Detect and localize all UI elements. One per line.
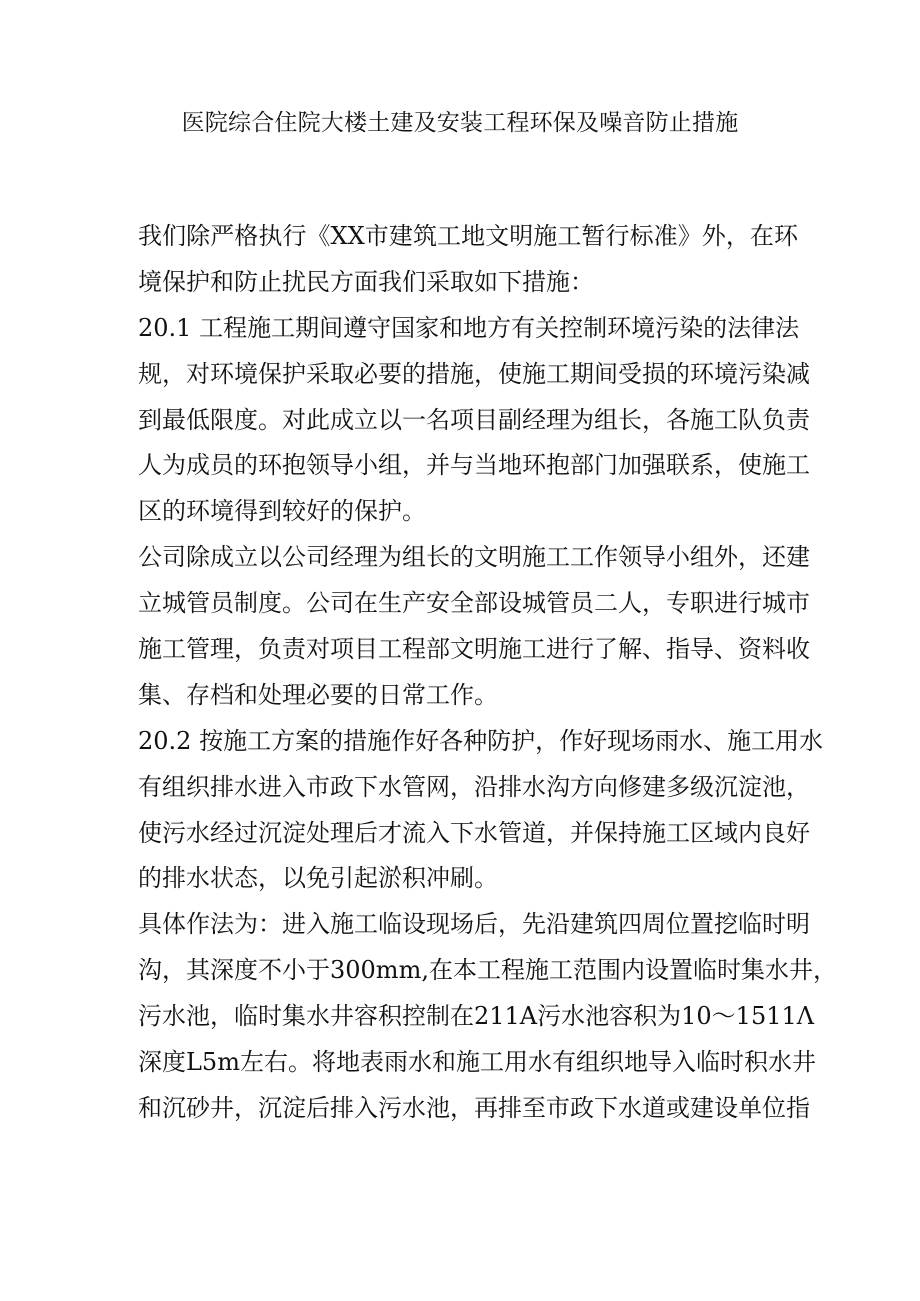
body-line: 污水池，临时集水井容积控制在211A污水池容积为10～1511Λ [138,1002,815,1031]
body-line: 规，对环境保护采取必要的措施，使施工期间受损的环境污染减 [138,359,810,388]
body-line: 公司除成立以公司经理为组长的文明施工工作领导小组外，还建 [138,543,810,572]
body-line: 集、存档和处理必要的日常工作。 [138,680,498,709]
body-line: 到最低限度。对此成立以一名项目副经理为组长，各施工队负责 [138,405,810,434]
body-line: 施工管理，负责对项目工程部文明施工进行了解、指导、资料收 [138,635,810,664]
body-line: 境保护和防止扰民方面我们采取如下措施： [138,267,594,296]
body-line: 立城管员制度。公司在生产安全部设城管员二人，专职进行城市 [138,589,810,618]
body-line: 20.1 工程施工期间遵守国家和地方有关控制环境污染的法律法 [138,313,800,342]
body-line: 沟，其深度不小于300mm,在本工程施工范围内设置临时集水井， [138,956,837,985]
document-body [138,214,837,1132]
body-line: 的排水状态，以免引起淤积冲刷。 [138,864,498,893]
body-line: 20.2 按施工方案的措施作好各种防护，作好现场雨水、施工用水 [138,726,824,755]
body-line: 人为成员的环抱领导小组，并与当地环抱部门加强联系，使施工 [138,451,810,480]
body-line: 区的环境得到较好的保护。 [138,497,426,526]
body-line: 使污水经过沉淀处理后才流入下水管道，并保持施工区域内良好 [138,818,810,847]
body-line: 深度L5m左右。将地表雨水和施工用水有组织地导入临时积水井 [138,1048,816,1077]
document-title: 医院综合住院大楼土建及安装工程环保及噪音防止措施 [181,110,739,136]
body-line: 有组织排水进入市政下水管网，沿排水沟方向修建多级沉淀池， [138,772,810,801]
body-line: 和沉砂井，沉淀后排入污水池，再排至市政下水道或建设单位指 [138,1093,810,1122]
body-line: 具体作法为：进入施工临设现场后，先沿建筑四周位置挖临时明 [138,910,810,939]
body-line: 我们除严格执行《XX市建筑工地文明施工暂行标准》外，在环 [138,222,798,250]
